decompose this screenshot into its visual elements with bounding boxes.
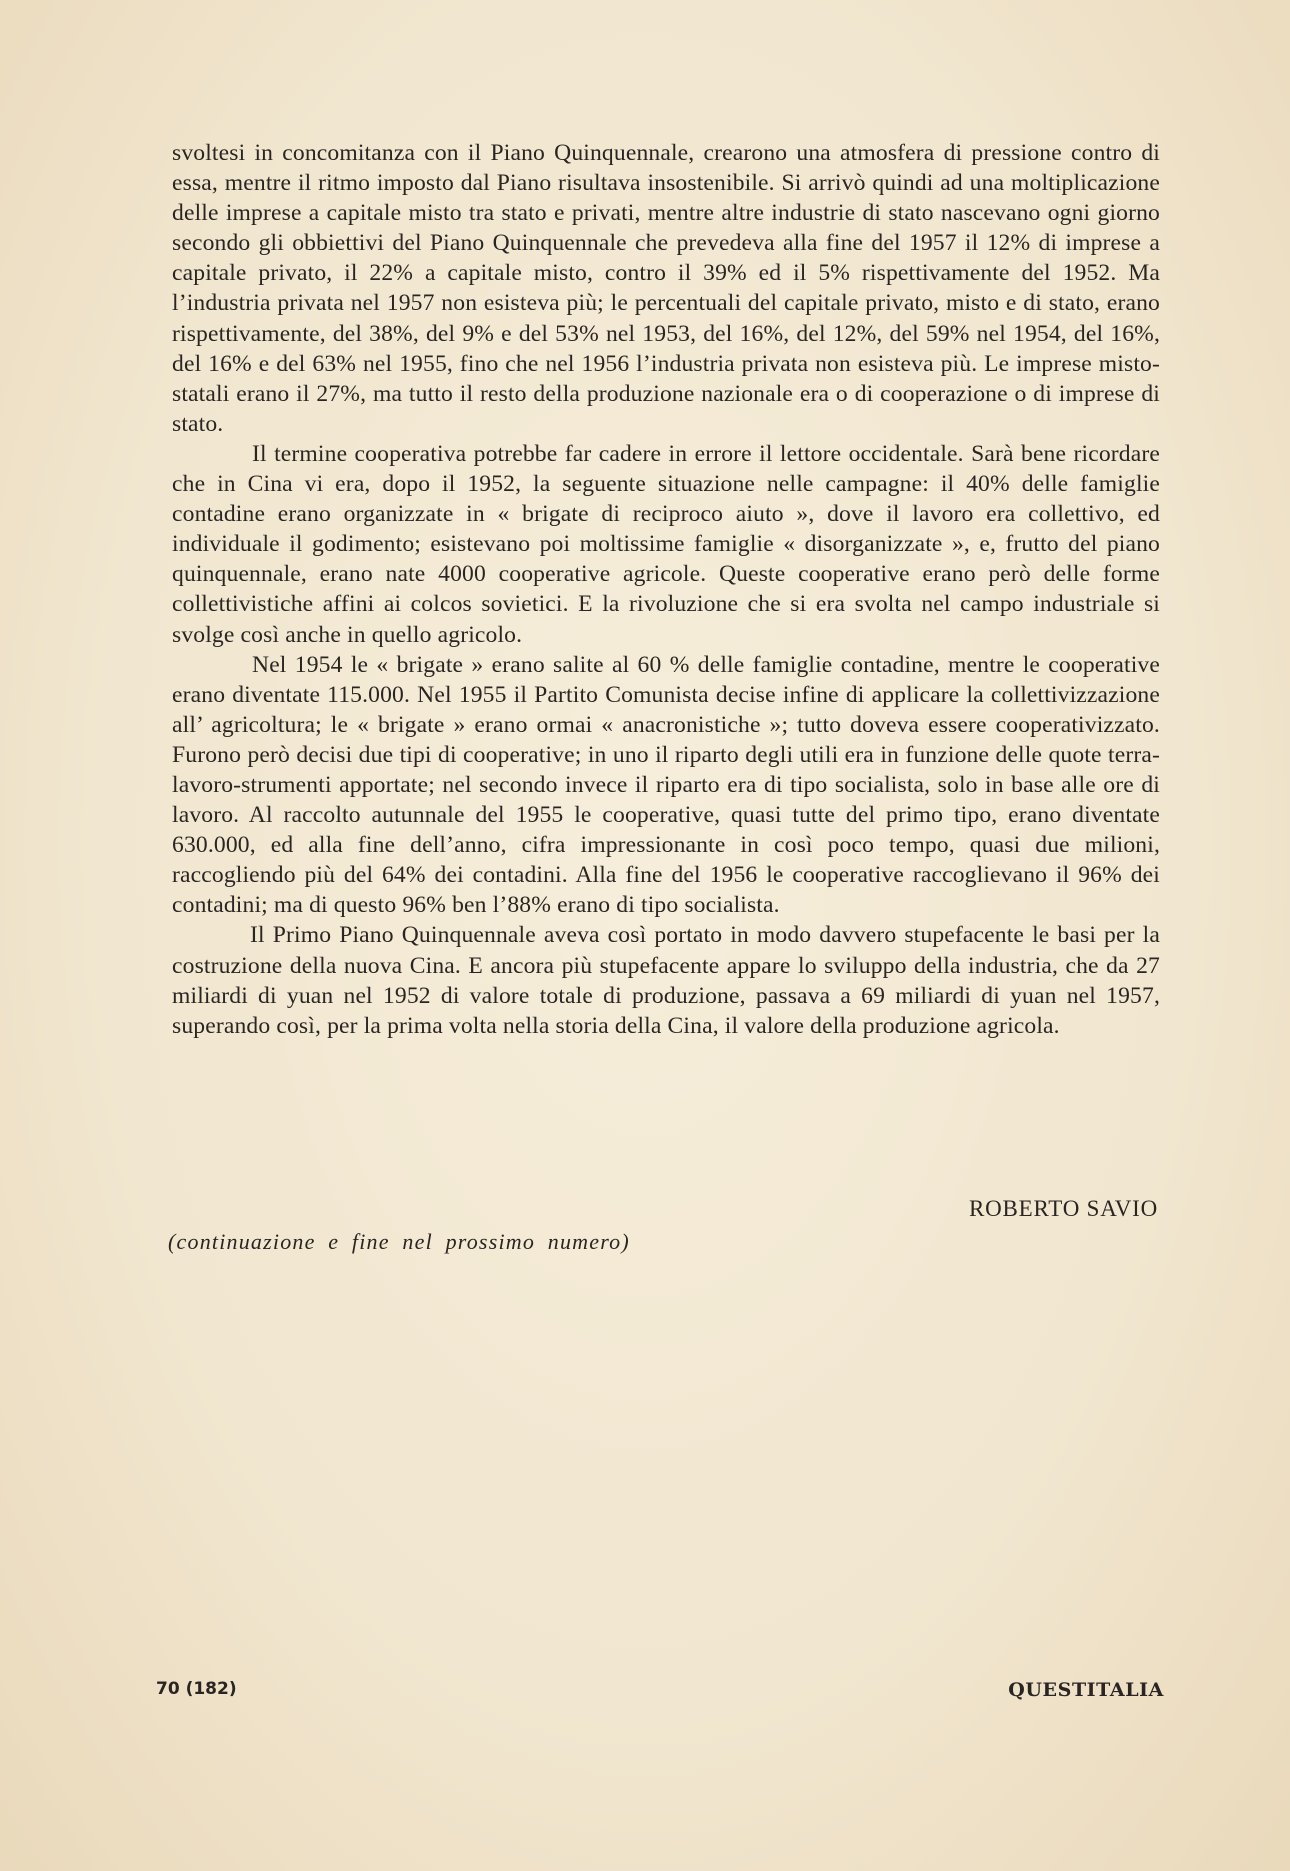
continuation-note: (continuazione e fine nel prossimo numero) xyxy=(168,1229,630,1254)
paragraph-4: Il Primo Piano Quinquennale aveva così portato in modo davvero stupefacente le basi per la costruzione della nuova Cina. E ancora più stupefacente appare lo sviluppo della industria, che da 27 miliardi di yuan nel 1952 di valore totale di produzione, passava a 69 miliardi di yuan nel 1957, superando così, per la prima volta nella storia della Cina, il valore della produzione agricola. xyxy=(172,922,1160,1039)
paragraph-2: Il termine cooperativa potrebbe far cadere in errore il lettore occidentale. Sarà bene ricordare che in Cina vi era, dopo il 1952, la seguente situazione nelle campagne: il 40% delle famiglie contadine erano organizzate in « brigate di reciproco aiuto », dove il lavoro era collettivo, ed individuale il godimento; esistevano poi moltissime famiglie « disorganizzate », e, frutto del piano quinquennale, erano nate 4000 cooperative agricole. Queste cooperative erano però delle forme collettivistiche affini ai colcos sovietici. E la rivoluzione che si era svolta nel campo industriale si svolge così anche in quello agricolo. xyxy=(172,440,1160,648)
article-body xyxy=(172,138,1160,1041)
author-signature: ROBERTO SAVIO xyxy=(968,1196,1158,1221)
paragraph-1: svoltesi in concomitanza con il Piano Quinquennale, crearono una atmosfera di pressione contro di essa, mentre il ritmo imposto dal Piano risultava insostenibile. Si arrivò quindi ad una moltiplicazione delle imprese a capitale misto tra stato e privati, mentre altre industrie di stato nascevano ogni giorno secondo gli obbiettivi del Piano Quinquennale che prevedeva alla fine del 1957 il 12% di imprese a capitale privato, il 22% a capitale misto, contro il 39% ed il 5% rispettivamente del 1952. Ma l’industria privata nel 1957 non esisteva più; le percentuali del capitale privato, misto e di stato, erano rispettivamente, del 38%, del 9% e del 53% nel 1953, del 16%, del 12%, del 59% nel 1954, del 16%, del 16% e del 63% nel 1955, fino che nel 1956 l’industria privata non esisteva più. Le imprese misto-statali erano il 27%, ma tutto il resto della produzione nazionale era o di cooperazione o di imprese di stato. xyxy=(172,140,1160,437)
magazine-name: QUESTITALIA xyxy=(1008,1679,1164,1701)
paragraph-3: Nel 1954 le « brigate » erano salite al 60 % delle famiglie contadine, mentre le cooperative erano diventate 115.000. Nel 1955 il Partito Comunista decise infine di applicare la collettivizzazione all’ agricoltura; le « brigate » erano ormai « anacronistiche »; tutto doveva essere cooperativizzato. Furono però decisi due tipi di cooperative; in uno il riparto degli utili era in funzione delle quote terra-lavoro-strumenti apportate; nel secondo invece il riparto era di tipo socialista, solo in base alle ore di lavoro. Al raccolto autunnale del 1955 le cooperative, quasi tutte del primo tipo, erano diventate 630.000, ed alla fine dell’anno, cifra impressionante in così poco tempo, quasi due milioni, raccogliendo più del 64% dei contadini. Alla fine del 1956 le cooperative raccoglievano il 96% dei contadini; ma di questo 96% ben l’88% erano di tipo socialista. xyxy=(172,651,1160,919)
page-number: 70 (182) xyxy=(156,1679,237,1699)
